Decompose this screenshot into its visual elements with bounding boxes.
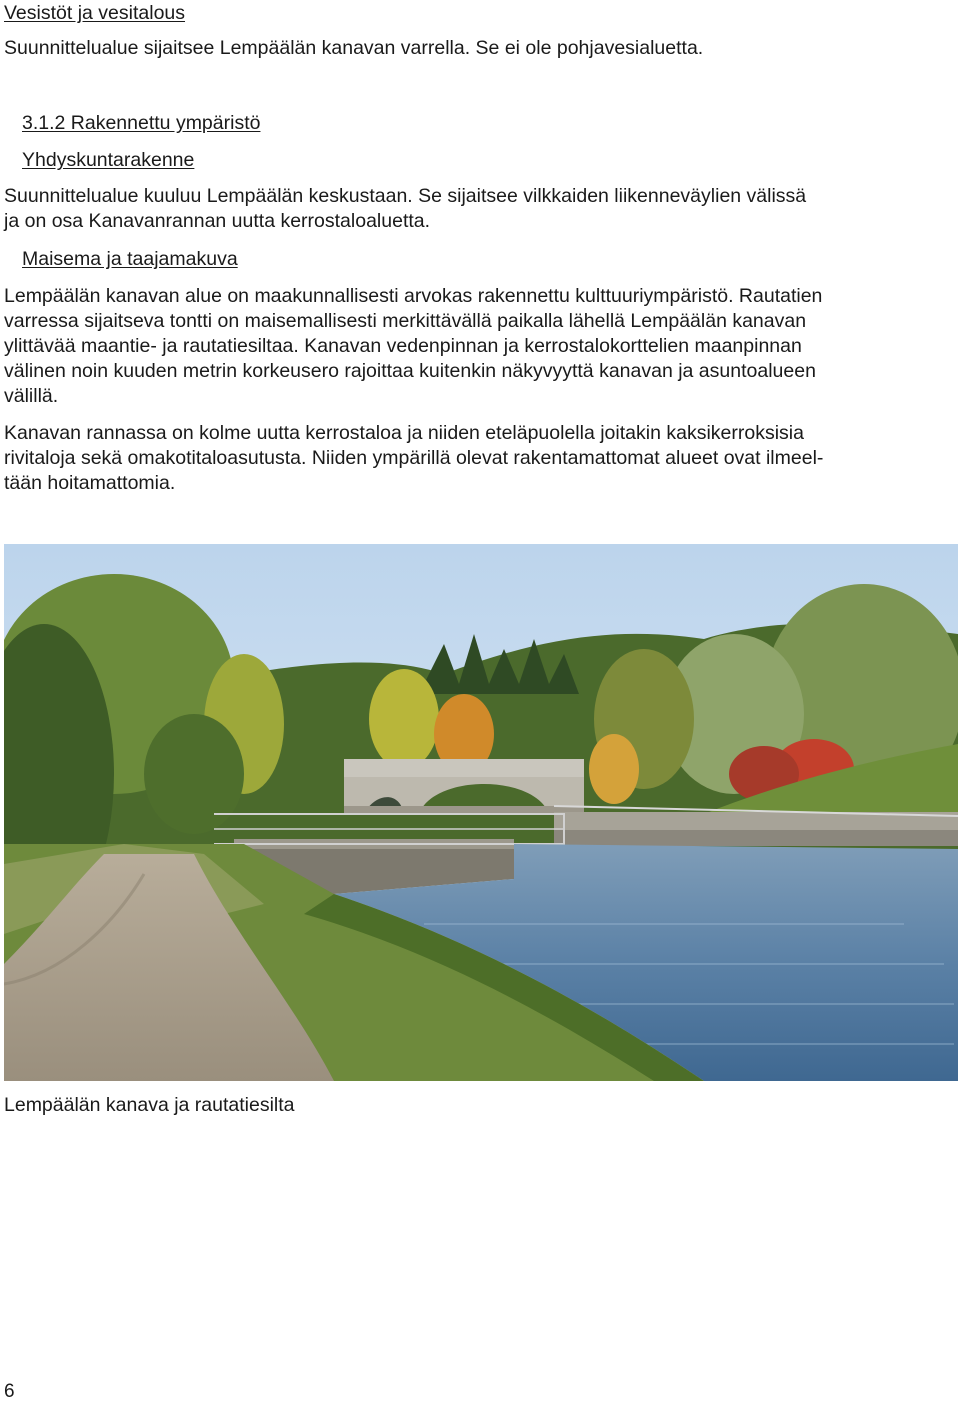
paragraph-yhdyskuntarakenne	[4, 184, 934, 234]
paragraph-line: Kanavan rannassa on kolme uutta kerrostaloa ja niiden eteläpuolella joitakin kaksikerroksisia	[4, 422, 804, 444]
heading-section-3-1-2: 3.1.2 Rakennettu ympäristö	[22, 112, 261, 134]
paragraph-line: rivitaloja sekä omakotitaloasutusta. Niiden ympärillä olevat rakentamattomat alueet ovat ilmeel-	[4, 447, 824, 469]
paragraph-line: varressa sijaitseva tontti on maisemallisesti merkittävällä paikalla lähellä Lempäälän kanavan	[4, 310, 807, 332]
paragraph-line: ja on osa Kanavanrannan uutta kerrostaloaluetta.	[4, 210, 431, 232]
paragraph-line: välinen noin kuuden metrin korkeusero rajoittaa kuitenkin näkyvyyttä kanavan ja asuntoalueen	[4, 360, 816, 382]
paragraph-line: Suunnittelualue kuuluu Lempäälän keskustaan. Se sijaitsee vilkkaiden liikenneväylien välissä	[4, 185, 807, 207]
paragraph-line: ylittävää maantie- ja rautatiesiltaa. Kanavan vedenpinnan ja kerrostalokorttelien maanpinnan	[4, 335, 802, 357]
heading-vesistot: Vesistöt ja vesitalous	[4, 2, 186, 24]
paragraph-maisema-2	[4, 421, 934, 496]
paragraph-line: välillä.	[4, 385, 59, 407]
paragraph-maisema-1	[4, 284, 934, 409]
paragraph-line: tään hoitamattomia.	[4, 472, 176, 494]
page-number: 6	[4, 1381, 15, 1402]
figure-caption: Lempäälän kanava ja rautatiesilta	[4, 1094, 295, 1116]
paragraph-line: Lempäälän kanavan alue on maakunnallisesti arvokas rakennettu kulttuuriympäristö. Rautatien	[4, 285, 823, 307]
heading-yhdyskuntarakenne: Yhdyskuntarakenne	[22, 149, 195, 171]
heading-maisema: Maisema ja taajamakuva	[22, 248, 238, 270]
paragraph-vesistot: Suunnittelualue sijaitsee Lempäälän kanavan varrella. Se ei ole pohjavesialuetta.	[4, 37, 704, 59]
canal-photo	[4, 544, 958, 1081]
